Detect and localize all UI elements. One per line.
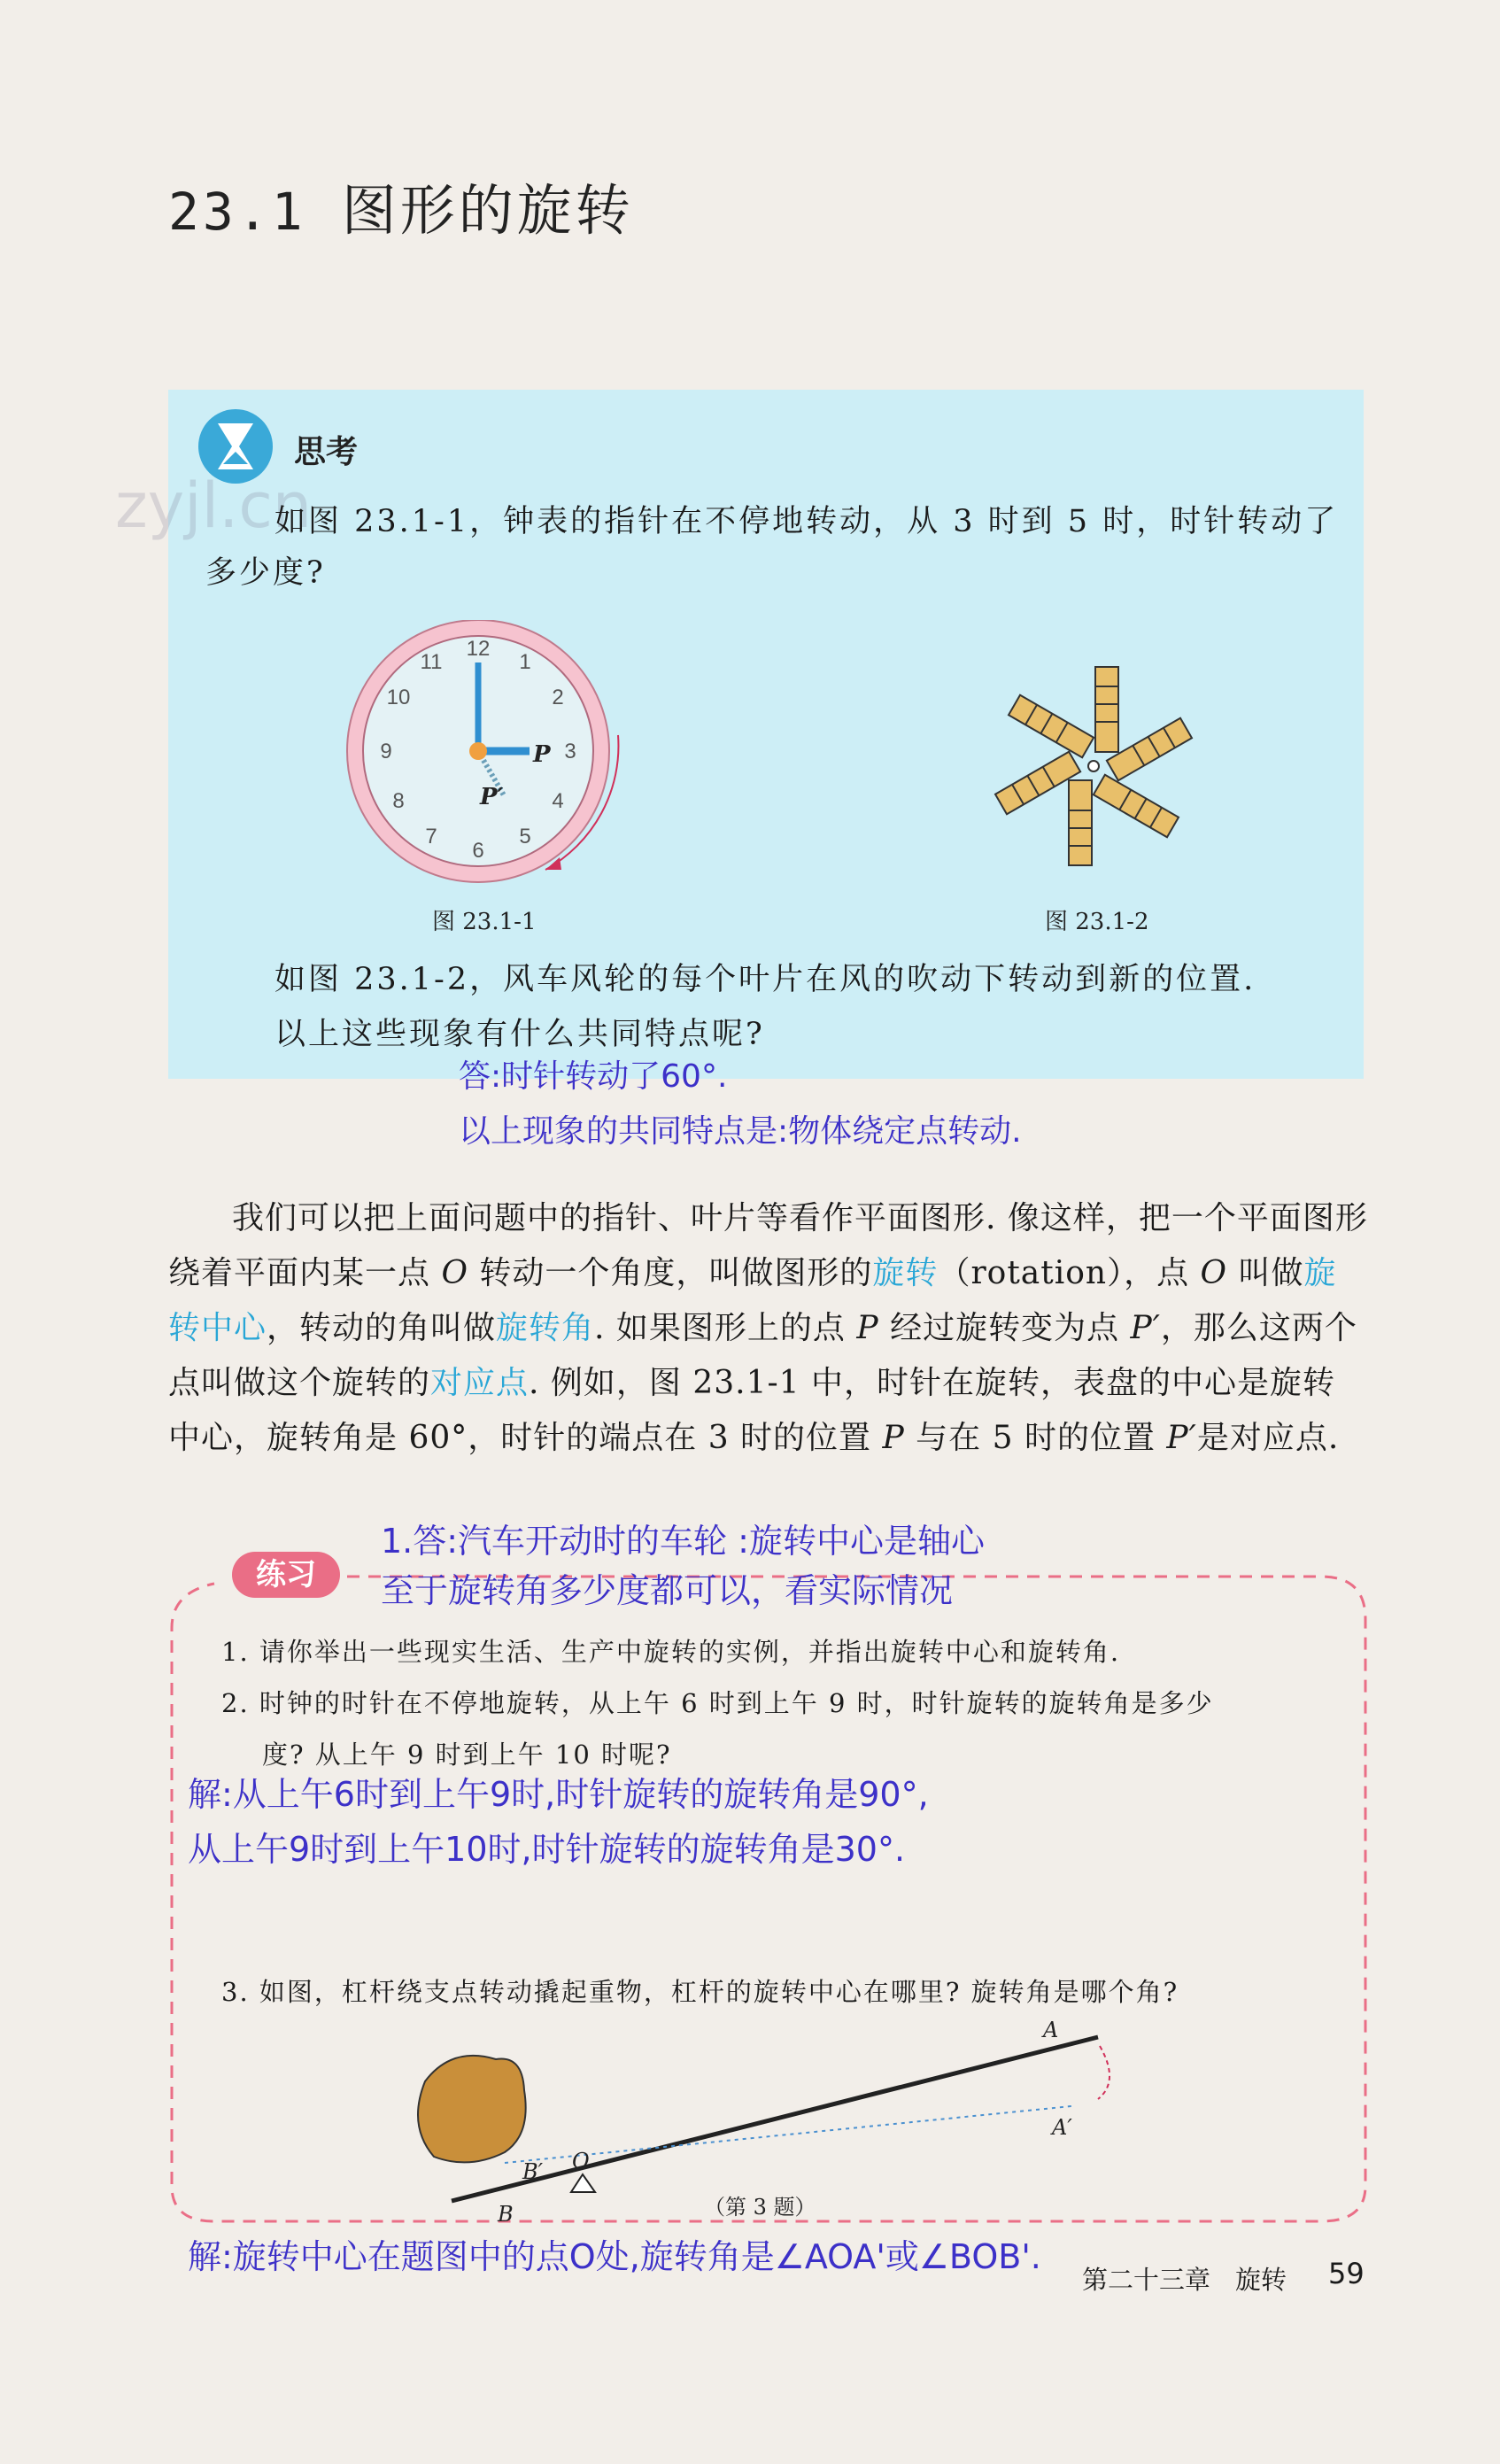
footer-chapter: 第二十三章 bbox=[1082, 2265, 1211, 2295]
point-p-prime: P′ bbox=[1130, 1310, 1161, 1346]
blade-5 bbox=[995, 752, 1080, 815]
windmill-hub bbox=[1088, 761, 1099, 771]
para-text: . 如果图形上的点 bbox=[594, 1310, 857, 1346]
windmill-figure bbox=[983, 655, 1204, 877]
point-p: P bbox=[856, 1310, 879, 1346]
clock-figure bbox=[336, 620, 655, 903]
practice-badge: 练习 bbox=[232, 1552, 340, 1598]
point-p: P bbox=[882, 1420, 905, 1456]
think-label: 思考 bbox=[294, 434, 359, 470]
section-title bbox=[168, 167, 634, 245]
term-center: 旋转中心 bbox=[168, 1255, 1337, 1346]
question-1 bbox=[205, 496, 1350, 599]
question-1-line-1: 如图 23.1-1，钟表的指针在不停地转动，从 3 时到 5 时，时针转动了 bbox=[274, 504, 1339, 539]
answer-2-line-1: 1.答:汽车开动时的车轮 :旋转中心是轴心 bbox=[381, 1522, 985, 1561]
footer-topic: 旋转 bbox=[1235, 2265, 1287, 2295]
exercise-3: 3. 如图，杠杆绕支点转动撬起重物，杠杆的旋转中心在哪里? 旋转角是哪个角? bbox=[221, 1977, 1179, 2007]
exercise-1: 1. 请你举出一些现实生活、生产中旋转的实例，并指出旋转中心和旋转角. bbox=[221, 1637, 1121, 1667]
page-number: 59 bbox=[1328, 2257, 1365, 2290]
section-name: 图形的旋转 bbox=[341, 178, 634, 243]
clock-number-12: 12 bbox=[466, 637, 491, 661]
blade-2 bbox=[1107, 718, 1192, 781]
term-corresponding: 对应点 bbox=[430, 1365, 530, 1401]
term-rotation: 旋转 bbox=[872, 1255, 939, 1291]
question-2 bbox=[274, 952, 1350, 1062]
question-2-line-2: 以上这些现象有什么共同特点呢? bbox=[274, 1017, 765, 1052]
point-o: O bbox=[1200, 1255, 1228, 1291]
question-2-line-1: 如图 23.1-2，风车风轮的每个叶片在风的吹动下转动到新的位置. bbox=[274, 962, 1256, 997]
rotation-arc bbox=[1098, 2046, 1110, 2099]
label-a: A bbox=[1043, 2018, 1059, 2042]
clock-number-11: 11 bbox=[420, 650, 443, 674]
exercise-2-line-2: 度? 从上午 9 时到上午 10 时呢? bbox=[262, 1740, 672, 1770]
definition-paragraph bbox=[168, 1191, 1368, 1466]
watermark: zyjl.cn bbox=[115, 469, 313, 542]
exercise-2-line-1: 2. 时钟的时针在不停地旋转，从上午 6 时到上午 9 时，时针旋转的旋转角是多少 bbox=[221, 1688, 1214, 1718]
blade-3 bbox=[1094, 775, 1179, 838]
answer-3-line-2: 从上午9时到上午10时,时针旋转的旋转角是30°. bbox=[188, 1830, 906, 1869]
answer-3 bbox=[188, 1767, 929, 1877]
label-o: O bbox=[572, 2149, 590, 2173]
para-text: 经过旋转变为点 bbox=[878, 1310, 1131, 1346]
answer-1-line-1: 答:时针转动了60°. bbox=[459, 1058, 728, 1095]
clock-number-3: 3 bbox=[564, 740, 576, 763]
para-text: （rotation），点 bbox=[938, 1255, 1201, 1291]
question-1-line-2: 多少度? bbox=[205, 555, 326, 591]
answer-3-line-1: 解:从上午6时到上午9时,时针旋转的旋转角是90°, bbox=[188, 1775, 929, 1814]
para-text: ，那么这两个点叫做这个旋转的 bbox=[168, 1310, 1357, 1401]
para-text: 是对应点. bbox=[1196, 1420, 1340, 1456]
figure-2-caption: 图 23.1-2 bbox=[1045, 909, 1149, 935]
clock-number-4: 4 bbox=[552, 789, 564, 813]
figure-3-caption: （第 3 题） bbox=[704, 2195, 816, 2220]
fulcrum bbox=[571, 2174, 595, 2192]
label-b: B bbox=[498, 2202, 514, 2227]
figure-1-caption: 图 23.1-1 bbox=[432, 909, 537, 935]
clock-number-8: 8 bbox=[392, 789, 405, 813]
clock-number-2: 2 bbox=[552, 686, 564, 709]
point-p-prime: P′ bbox=[1166, 1420, 1197, 1456]
para-text: ，转动的角叫做 bbox=[267, 1310, 497, 1346]
para-text: 转动一个角度，叫做图形的 bbox=[468, 1255, 873, 1291]
rock bbox=[418, 2056, 526, 2163]
answer-1 bbox=[459, 1050, 1022, 1159]
clock-number-10: 10 bbox=[386, 686, 411, 709]
answer-2-line-2: 至于旋转角多少度都可以，看实际情况 bbox=[381, 1571, 954, 1610]
point-o: O bbox=[441, 1255, 468, 1291]
label-b-prime: B′ bbox=[522, 2159, 544, 2184]
clock-number-1: 1 bbox=[519, 650, 531, 674]
clock-label-p-prime: P′ bbox=[480, 784, 504, 810]
clock-number-5: 5 bbox=[519, 825, 531, 848]
para-text: 与在 5 时的位置 bbox=[904, 1420, 1167, 1456]
label-a-prime: A′ bbox=[1052, 2115, 1072, 2140]
blade-6 bbox=[1009, 695, 1094, 758]
para-text: . 例如，图 23.1-1 中，时针在旋转，表盘的中心是旋转中心，旋转角是 60°，时针的端点在 3 时的位置 bbox=[168, 1365, 1336, 1456]
blade-1 bbox=[1095, 667, 1118, 752]
clock-number-7: 7 bbox=[425, 825, 437, 848]
answer-1-line-2: 以上现象的共同特点是:物体绕定点转动. bbox=[459, 1113, 1022, 1150]
answer-4: 解:旋转中心在题图中的点O处,旋转角是∠AOA'或∠BOB'. bbox=[188, 2237, 1041, 2276]
clock-number-9: 9 bbox=[380, 740, 392, 763]
blade-4 bbox=[1069, 780, 1092, 865]
answer-2 bbox=[381, 1516, 985, 1616]
para-text: 我们可以把上面问题中的指针、叶片等看作平面图形. 像这样，把一个平面图形绕着平面内某一点 bbox=[168, 1200, 1368, 1291]
para-text: 叫做 bbox=[1227, 1255, 1304, 1291]
term-angle: 旋转角 bbox=[496, 1310, 595, 1346]
clock-label-p: P bbox=[533, 741, 551, 768]
lever-bar bbox=[452, 2037, 1098, 2201]
clock-number-6: 6 bbox=[472, 839, 484, 863]
section-number: 23.1 bbox=[168, 182, 306, 242]
clock-center bbox=[469, 742, 487, 760]
page-footer bbox=[1082, 2260, 1311, 2297]
lever-figure bbox=[398, 2011, 1125, 2228]
